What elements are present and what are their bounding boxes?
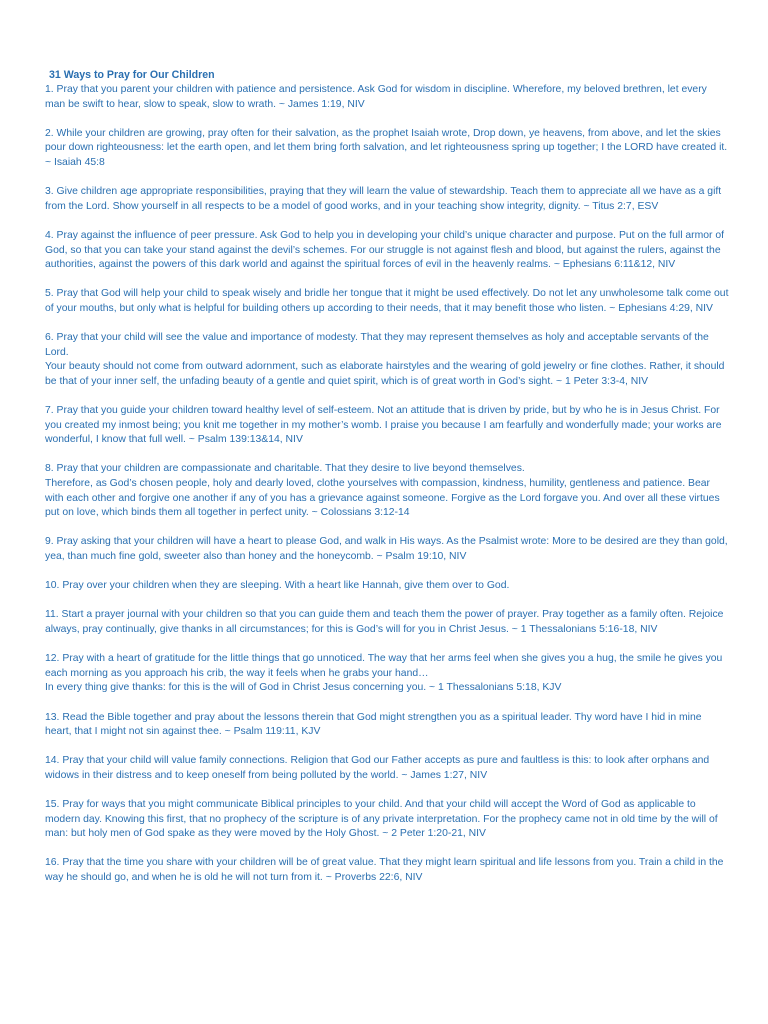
document-title: 31 Ways to Pray for Our Children xyxy=(49,69,215,81)
prayer-item xyxy=(45,535,729,564)
prayer-paragraph: 12. Pray with a heart of gratitude for the little things that go unnoticed. The way that her arms feel when she gives you a hug, the smile he gives you each morning as you approach his crib, the way it feels when he grabs your hand… xyxy=(45,653,723,679)
prayer-item xyxy=(45,462,729,520)
prayer-paragraph: 11. Start a prayer journal with your children so that you can guide them and teach them the power of prayer. Pray together as a family often. Rejoice always, pray continually, give thanks in all circumstances; for this is God’s will for you in Christ Jesus. ~ 1 Thessalonians 5:16-18, NIV xyxy=(45,609,724,635)
prayer-paragraph: 1. Pray that you parent your children with patience and persistence. Ask God for wisdom in discipline. Wherefore, my beloved brethren, let every man be swift to hear, slow to speak, slow to wrath. ~ James 1:19, NIV xyxy=(45,84,707,110)
prayer-paragraph: Your beauty should not come from outward adornment, such as elaborate hairstyles and the wearing of gold jewelry or fine clothes. Rather, it should be that of your inner self, the unfading beauty of a gentle and quiet spirit, which is of great worth in God’s sight. ~ 1 Peter 3:3-4, NIV xyxy=(45,361,725,387)
prayer-item xyxy=(45,652,729,696)
prayer-paragraph: 15. Pray for ways that you might communicate Biblical principles to your child. And that your child will accept the Word of God as applicable to modern day. Knowing this first, that no prophecy of the scripture is of any private interpretation. For the prophecy came not in old time by the will of man: but holy men of God spake as they were moved by the Holy Ghost. ~ 2 Peter 1:20-21, NIV xyxy=(45,799,718,840)
document-page xyxy=(45,68,729,900)
prayer-item xyxy=(45,856,729,885)
prayer-item xyxy=(45,608,729,637)
prayer-item xyxy=(45,798,729,842)
prayer-list xyxy=(45,83,729,886)
prayer-item xyxy=(45,127,729,171)
prayer-paragraph: 6. Pray that your child will see the value and importance of modesty. That they may represent themselves as holy and acceptable servants of the Lord. xyxy=(45,332,709,358)
prayer-paragraph: 5. Pray that God will help your child to speak wisely and bridle her tongue that it might be used effectively. Do not let any unwholesome talk come out of your mouths, but only what is helpful for building others up according to their needs, that it may benefit those who listen. ~ Ephesians 4:29, NIV xyxy=(45,288,729,314)
prayer-paragraph: 8. Pray that your children are compassionate and charitable. That they desire to live beyond themselves. xyxy=(45,463,525,475)
prayer-item xyxy=(45,83,729,112)
prayer-item xyxy=(45,711,729,740)
prayer-paragraph: 16. Pray that the time you share with your children will be of great value. That they might learn spiritual and life lessons from you. Train a child in the way he should go, and when he is old he will not turn from it. ~ Proverbs 22:6, NIV xyxy=(45,857,724,884)
prayer-item xyxy=(45,287,729,316)
prayer-paragraph: Therefore, as God’s chosen people, holy and dearly loved, clothe yourselves with compassion, kindness, humility, gentleness and patience. Bear with each other and forgive one another if any of you has a grievance against someone. Forgive as the Lord forgave you. And over all these virtues put on love, which binds them all together in perfect unity. ~ Colossians 3:12-14 xyxy=(45,478,720,519)
prayer-item xyxy=(45,404,729,448)
prayer-item xyxy=(45,185,729,214)
prayer-paragraph: 7. Pray that you guide your children toward healthy level of self-esteem. Not an attitude that is driven by pride, but by who he is in Jesus Christ. For you created my inmost being; you knit me together in my mother’s womb. I praise you because I am fearfully and wonderfully made; your works are wonderful, I know that full well. ~ Psalm 139:13&14, NIV xyxy=(45,405,722,446)
prayer-item xyxy=(45,754,729,783)
prayer-item xyxy=(45,331,729,389)
prayer-paragraph: 2. While your children are growing, pray often for their salvation, as the prophet Isaiah wrote, Drop down, ye heavens, from above, and let the skies pour down righteousness: let the earth open, and let them bring forth salvation, and let righteousness spring up together; I the LORD have created it. ~ Isaiah 45:8 xyxy=(45,127,728,168)
prayer-paragraph: 4. Pray against the influence of peer pressure. Ask God to help you in developing your child’s unique character and purpose. Put on the full armor of God, so that you can take your stand against the devil’s schemes. For our struggle is not against flesh and blood, but against the rulers, against the authorities, against the powers of this dark world and against the spiritual forces of evil in the heavenly realms. ~ Ephesians 6:11&12, NIV xyxy=(45,229,725,271)
prayer-paragraph: In every thing give thanks: for this is the will of God in Christ Jesus concerning you. ~ 1 Thessalonians 5:18, KJV xyxy=(45,682,562,694)
prayer-item xyxy=(45,579,729,594)
prayer-item xyxy=(45,229,729,273)
prayer-paragraph: 3. Give children age appropriate responsibilities, praying that they will learn the value of stewardship. Teach them to appreciate all we have as a gift from the Lord. Show yourself in all respects to be a model of good works, and in your teaching show integrity, dignity. ~ Titus 2:7, ESV xyxy=(45,186,722,212)
prayer-paragraph: 10. Pray over your children when they are sleeping. With a heart like Hannah, give them over to God. xyxy=(45,580,510,592)
prayer-paragraph: 9. Pray asking that your children will have a heart to please God, and walk in His ways. As the Psalmist wrote: More to be desired are they than gold, yea, than much fine gold, sweeter also than honey and the honeycomb. ~ Psalm 19:10, NIV xyxy=(45,536,728,562)
prayer-paragraph: 14. Pray that your child will value family connections. Religion that God our Father accepts as pure and faultless is this: to look after orphans and widows in their distress and to keep oneself from being polluted by the world. ~ James 1:27, NIV xyxy=(45,755,710,781)
prayer-paragraph: 13. Read the Bible together and pray about the lessons therein that God might strengthen you as a spiritual leader. Thy word have I hid in mine heart, that I might not sin against thee. ~ Psalm 119:11, KJV xyxy=(45,711,702,738)
